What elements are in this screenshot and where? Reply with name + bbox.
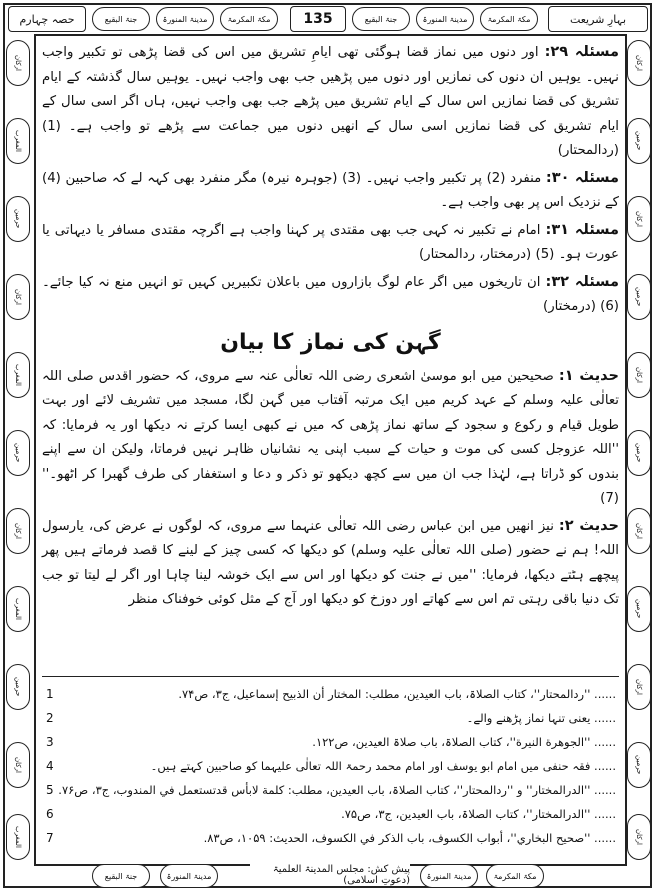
side-text: المغرب xyxy=(14,598,22,620)
masala-32 xyxy=(42,270,619,320)
footer-seal-madina-2 xyxy=(420,864,478,888)
footnote-number: 1 xyxy=(46,687,54,701)
footnote-4 xyxy=(46,754,616,778)
footnote-number: 2 xyxy=(46,711,54,725)
footnote-text: ...... ''الدرالمختار''، کتاب الصلاۃ، باب العیدین، ج۳، ص۷۵. xyxy=(341,807,616,821)
seal-text: جنۃ البقیع xyxy=(104,14,138,24)
side-ornament-right-6 xyxy=(627,430,651,476)
side-ornament-right-11 xyxy=(627,814,651,860)
side-text: حرمین xyxy=(635,755,643,775)
footnote-1 xyxy=(46,682,616,706)
side-text: ارکان xyxy=(635,679,643,695)
side-ornament-right-4 xyxy=(627,274,651,320)
side-text: ارکان xyxy=(635,55,643,71)
side-ornament-right-5 xyxy=(627,352,651,398)
hadith-2-label: حدیث ۲: xyxy=(558,517,620,534)
seal-madina xyxy=(156,7,214,31)
masala-32-text: ان تاریخوں میں اگر عام لوگ بازاروں میں باعلان تکبیریں کہیں تو انہیں منع نہ کیا جائے۔ (6) (درمختار) xyxy=(42,274,619,314)
footnote-2 xyxy=(46,706,616,730)
book-title: بہارِ شریعت xyxy=(569,12,627,26)
masala-30-label: مسئلہ ۳۰: xyxy=(545,169,619,186)
masala-31 xyxy=(42,218,619,268)
side-ornament-left-6 xyxy=(6,430,30,476)
seal-makkah-2 xyxy=(480,7,538,31)
side-text: ارکان xyxy=(14,757,22,773)
publisher-line: پیش کش: مجلس المدینۃ العلمیۃ (دعوتِ اسلامی) xyxy=(250,864,410,886)
side-ornament-left-7 xyxy=(6,508,30,554)
footnote-separator xyxy=(42,676,619,677)
side-text: ارکان xyxy=(635,367,643,383)
footnote-number: 4 xyxy=(46,759,54,773)
side-ornament-right-3 xyxy=(627,196,651,242)
masala-29-label: مسئلہ ۲۹: xyxy=(544,44,619,60)
book-title-box xyxy=(548,6,648,32)
side-ornament-right-8 xyxy=(627,586,651,632)
seal-jannat-baqi xyxy=(92,7,150,31)
seal-makkah xyxy=(220,7,278,31)
side-text: حرمین xyxy=(635,443,643,463)
seal-text: مکۃ المکرمۃ xyxy=(227,14,271,24)
footnote-text: ...... ''ردالمحتار''، کتاب الصلاۃ، باب العیدین، مطلب: المختار أن الذبیح إسماعیل، ج۳، ص۷۴. xyxy=(178,687,616,701)
seal-text: جنۃ البقیع xyxy=(364,14,398,24)
page-body xyxy=(42,40,619,615)
seal-text: مدینۃ المنورۃ xyxy=(166,871,212,881)
side-ornament-right-2 xyxy=(627,118,651,164)
footnote-number: 7 xyxy=(46,831,54,845)
footnote-5 xyxy=(46,778,616,802)
side-text: ارکان xyxy=(14,55,22,71)
footnote-number: 3 xyxy=(46,735,54,749)
side-text: ارکان xyxy=(635,523,643,539)
side-ornament-left-9 xyxy=(6,664,30,710)
side-ornament-left-1 xyxy=(6,40,30,86)
seal-madina-2 xyxy=(416,7,474,31)
side-text: المغرب xyxy=(14,826,22,848)
footer-seal-madina xyxy=(160,864,218,888)
hadith-1 xyxy=(42,364,619,512)
masala-29 xyxy=(42,40,619,164)
masala-32-label: مسئلہ ۳۲: xyxy=(545,273,619,290)
masala-29-text: اور دنوں میں نماز قضا ہوگئی تھی ایامِ تشریق میں اس کی قضا پڑھی تو تکبیر واجب نہیں۔ یوہیں ان دنوں کی نمازیں اور دنوں میں پڑھیں جب بھی واجب نہیں۔ یوہیں سال گذشتہ کے ایام تشریق کی قضا نمازیں اس سال کے ایام تشریق میں پڑھے جب بھی واجب نہیں، ہاں اگر اسی سال کے ایام تشریق کی قضا نمازیں اسی سال کے انھیں دنوں میں جماعت سے پڑھے تو واجب ہے۔ xyxy=(42,45,619,134)
masala-31-ref: (درمختار، ردالمحتار) xyxy=(418,247,532,262)
masala-30-text: منفرد (2) پر تکبیر واجب نہیں۔ (3) (جوہرہ نیرہ) مگر منفرد بھی کہہ لے کہ صاحبین (4) کے نزدیک اس پر بھی واجب ہے۔ xyxy=(42,170,619,210)
footnote-3 xyxy=(46,730,616,754)
masala-31-text: امام نے تکبیر نہ کہی جب بھی مقتدی پر کہنا واجب ہے اگرچہ مقتدی مسافر یا دیہاتی یا عورت ہو۔ (5) xyxy=(42,222,619,262)
seal-text: مکۃ المکرمۃ xyxy=(493,871,537,881)
masala-30 xyxy=(42,166,619,216)
side-ornament-right-10 xyxy=(627,742,651,788)
footnote-number: 6 xyxy=(46,807,54,821)
side-text: المغرب xyxy=(14,364,22,386)
footnote-text: ...... یعنی تنہا نماز پڑھنے والے۔ xyxy=(466,711,616,725)
part-label: حصہ چہارم xyxy=(19,12,75,26)
side-ornament-left-2 xyxy=(6,118,30,164)
side-text: حرمین xyxy=(635,287,643,307)
footnote-number: 5 xyxy=(46,783,54,797)
hadith-2-text: نیز انھیں میں ابن عباس رضی اللہ تعالٰی عنہما سے مروی، کہ لوگوں نے عرض کی، یارسول اللہ! ہم نے حضور (صلی اللہ تعالٰی علیہ وسلم) کو دیکھا کہ کسی چیز کے لینے کا قصد فرماتے ہیں پھر پیچھے ہٹتے دیکھا، فرمایا: ''میں نے جنت کو دیکھا اور اس سے ایک خوشہ لینا چاہا اور اگر لے لیتا تو جب تک دنیا باقی رہتی تم اس سے کھاتے اور دوزخ کو دیکھا اور آج کے مثل کوئی خوفناک منظر xyxy=(42,518,619,607)
masala-29-ref: (1) (ردالمحتار) xyxy=(42,118,619,158)
page-number: 135 xyxy=(303,11,333,27)
seal-text: مدینۃ المنورۃ xyxy=(422,14,468,24)
seal-text: مکۃ المکرمۃ xyxy=(487,14,531,24)
section-title: گہن کی نماز کا بیان xyxy=(220,329,441,355)
page-number-box xyxy=(290,6,346,32)
side-ornament-left-4 xyxy=(6,274,30,320)
side-text: حرمین xyxy=(635,131,643,151)
side-text: ارکان xyxy=(635,829,643,845)
side-ornament-left-8 xyxy=(6,586,30,632)
part-label-box xyxy=(8,6,86,32)
side-text: ارکان xyxy=(14,523,22,539)
side-ornament-left-5 xyxy=(6,352,30,398)
masala-31-label: مسئلہ ۳۱: xyxy=(545,221,619,238)
side-text: المغرب xyxy=(14,130,22,152)
hadith-1-text: صحیحین میں ابو موسیٰ اشعری رضی اللہ تعالٰی عنہ سے مروی، کہ حضور اقدس صلی اللہ تعالٰی علیہ وسلم کے عہد کریم میں ایک مرتبہ آفتاب میں گہن لگا، مسجد میں تشریف لائے اور بہت طویل قیام و رکوع و سجود کے ساتھ نماز پڑھی کہ میں نے کبھی ایسا کرتے نہ دیکھا اور یہ فرمایا: کہ ''اللہ عزوجل کسی کی موت و حیات کے سبب اپنی یہ نشانیاں ظاہر نہیں فرماتا، ولیکن ان سے اپنے بندوں کو ڈراتا ہے، لہٰذا جب ان میں سے کچھ دیکھو تو ذکر و دعا و استغفار کی طرف گھبرا کر اٹھو۔'' (7) xyxy=(42,368,619,506)
footnotes xyxy=(46,682,616,850)
seal-text: مدینۃ المنورۃ xyxy=(162,14,208,24)
footnote-6 xyxy=(46,802,616,826)
footnote-text: ...... ''الجوهرة النیرة''، کتاب الصلاۃ، باب صلاۃ العیدین، ص۱۲۲. xyxy=(312,735,616,749)
seal-text: مدینۃ المنورۃ xyxy=(426,871,472,881)
footnote-text: ...... فقہ حنفی میں امام ابو یوسف اور امام محمد رحمۃ اللہ تعالٰی علیہما کو صاحبین کہتے ہیں۔ xyxy=(150,759,616,773)
hadith-2 xyxy=(42,514,619,613)
side-ornament-left-11 xyxy=(6,814,30,860)
side-ornament-right-9 xyxy=(627,664,651,710)
seal-jannat-baqi-2 xyxy=(352,7,410,31)
footnote-7 xyxy=(46,826,616,850)
footnote-text: ...... ''الدرالمختار'' و ''ردالمحتار''، کتاب الصلاۃ، باب العیدین، مطلب: کلمة لابأس قدتستعمل في المندوب، ج۳، ص۷۶. xyxy=(58,783,616,797)
side-ornament-right-7 xyxy=(627,508,651,554)
side-text: ارکان xyxy=(14,289,22,305)
side-ornament-right-1 xyxy=(627,40,651,86)
footer-seal-makkah xyxy=(486,864,544,888)
seal-text: جنۃ البقیع xyxy=(104,871,138,881)
side-text: ارکان xyxy=(635,211,643,227)
side-ornament-left-10 xyxy=(6,742,30,788)
footnote-text: ...... ''صحیح البخاري''، أبواب الکسوف، باب الذکر في الکسوف، الحدیث: ۱۰۵۹، ص۸۳. xyxy=(203,831,616,845)
side-text: حرمین xyxy=(14,677,22,697)
side-ornament-left-3 xyxy=(6,196,30,242)
side-text: حرمین xyxy=(14,209,22,229)
side-text: حرمین xyxy=(635,599,643,619)
footer-seal-jannat-baqi xyxy=(92,864,150,888)
hadith-1-label: حدیث ۱: xyxy=(558,367,619,384)
side-text: حرمین xyxy=(14,443,22,463)
